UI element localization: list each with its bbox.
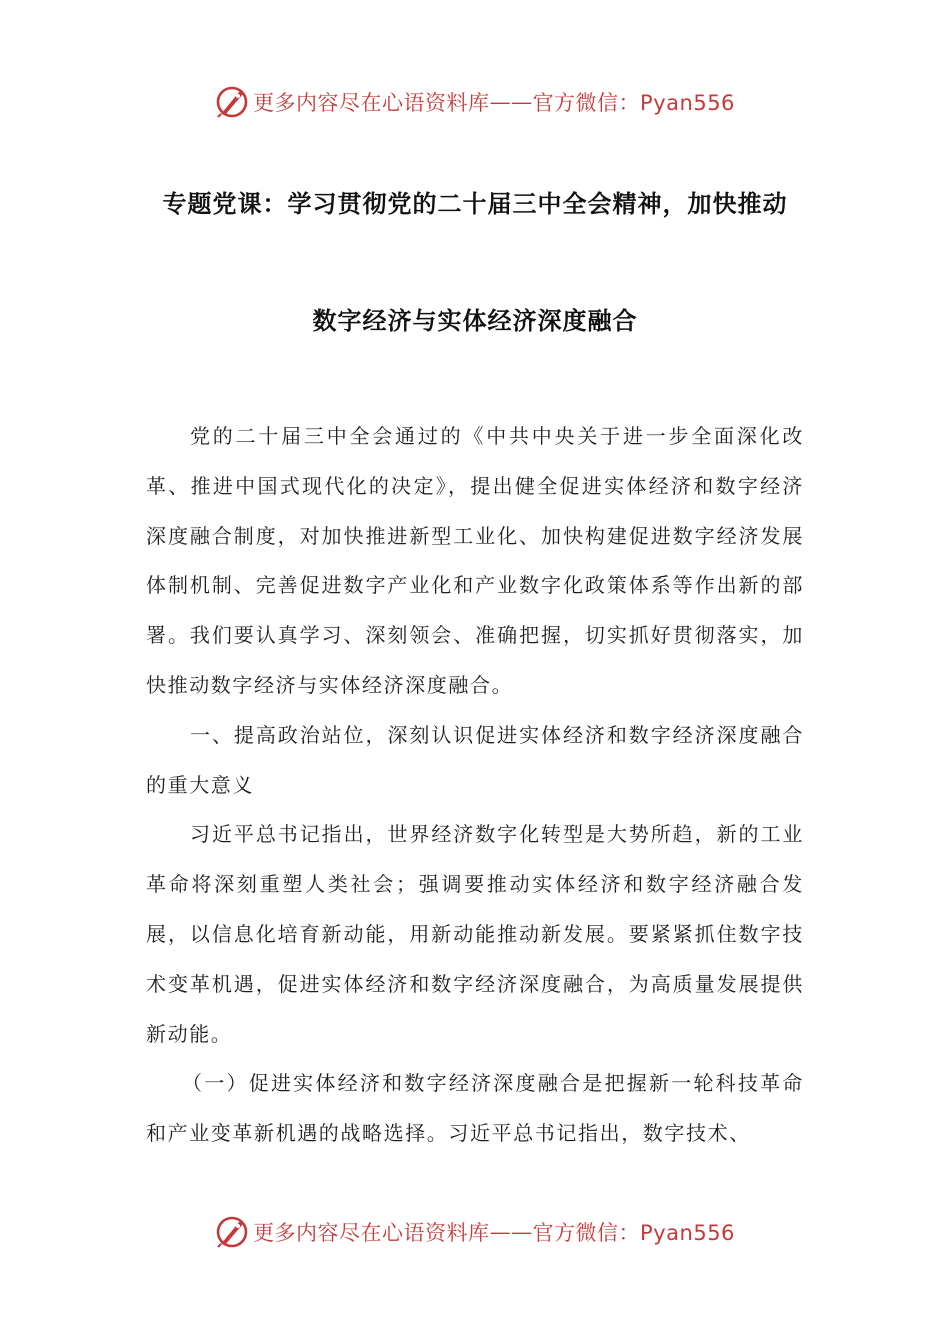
banner-dash: ——	[489, 90, 533, 114]
footer-banner-text: 更多内容尽在心语资料库	[253, 1221, 490, 1245]
banner-text: 更多内容尽在心语资料库	[253, 91, 490, 115]
paragraph-section-1: 习近平总书记指出，世界经济数字化转型是大势所趋，新的工业革命将深刻重塑人类社会；强调要推动实体经济和数字经济融合发展，以信息化培育新动能，用新动能推动新发展。要紧紧抓住数字技术变革机遇，促进实体经济和数字经济深度融合，为高质量发展提供新动能。	[146, 822, 804, 1046]
quill-seal-icon	[215, 85, 249, 119]
paragraph-intro: 党的二十届三中全会通过的《中共中央关于进一步全面深化改革、推进中国式现代化的决定》，提出健全促进实体经济和数字经济深度融合制度，对加快推进新型工业化、加快构建促进数字经济发展体制机制、完善促进数字产业化和产业数字化政策体系等作出新的部署。我们要认真学习、深刻领会、准确把握，切实抓好贯彻落实，加快推动数字经济与实体经济深度融合。	[146, 424, 804, 697]
banner-wechat: 官方微信：Pyan556	[532, 91, 735, 115]
document-title-line-2: 数字经济与实体经济深度融合	[312, 307, 638, 335]
footer-banner-dash: ——	[489, 1220, 533, 1244]
document-title-line-1: 专题党课：学习贯彻党的二十届三中全会精神，加快推动	[162, 190, 788, 218]
subsection-1-paragraph: （一）促进实体经济和数字经济深度融合是把握新一轮科技革命和产业变革新机遇的战略选择。习近平总书记指出，数字技术、	[146, 1071, 804, 1146]
section-heading-1: 一、提高政治站位，深刻认识促进实体经济和数字经济深度融合的重大意义	[146, 722, 804, 797]
footer-banner	[0, 1212, 950, 1252]
quill-seal-icon	[215, 1215, 249, 1249]
footer-banner-wechat: 官方微信：Pyan556	[532, 1221, 735, 1245]
header-banner	[0, 82, 950, 122]
document-body	[146, 412, 804, 1159]
